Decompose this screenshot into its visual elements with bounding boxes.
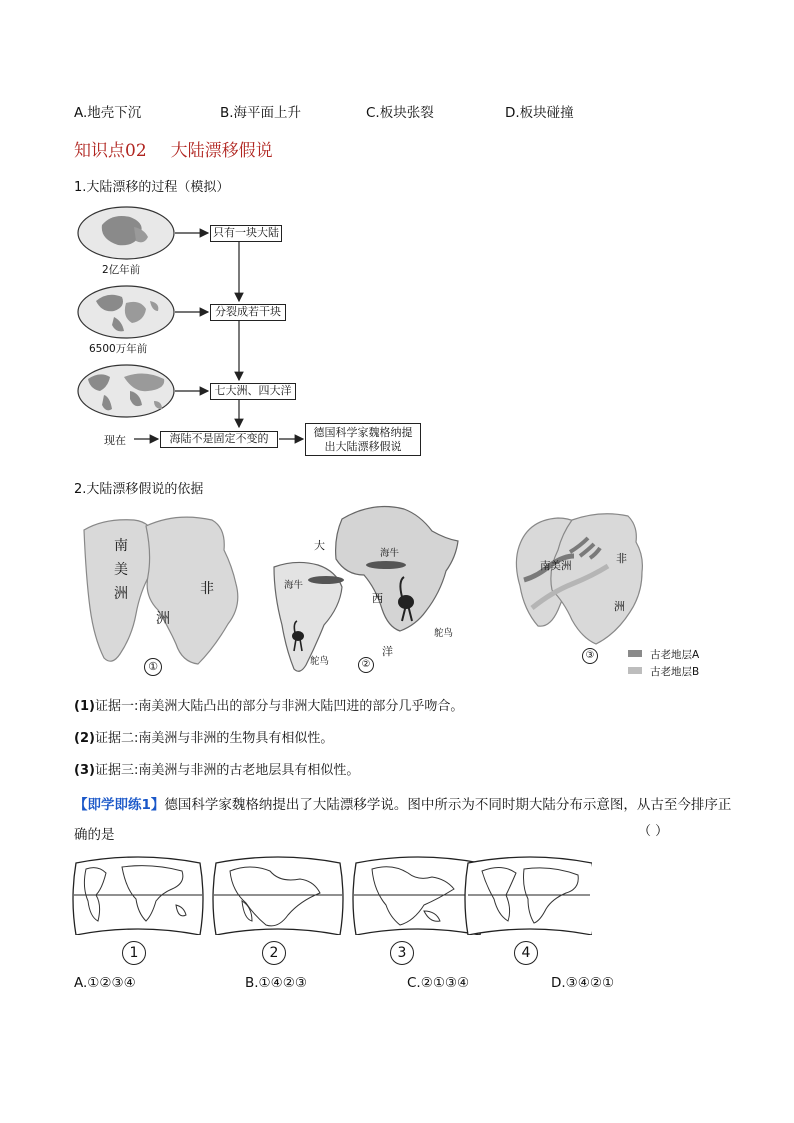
section-name: 大陆漂移假说	[170, 141, 273, 161]
caption-200ma: 2亿年前	[102, 264, 141, 276]
map1-south-america-label	[114, 534, 128, 606]
wegener-line1: 德国科学家魏格纳提	[313, 426, 413, 439]
evidence-3-prefix: (3)	[74, 763, 95, 778]
map-number-3: 3	[390, 941, 414, 965]
practice-tag: 【即学即练1】	[74, 797, 165, 813]
caption-65ma: 6500万年前	[89, 343, 148, 355]
answer-a[interactable]: A.①②③④	[74, 975, 136, 991]
map3-number: ③	[582, 648, 598, 664]
map2-seacow-africa: 海牛	[380, 548, 400, 559]
option-c[interactable]: C.板块张裂	[366, 105, 434, 121]
answer-b[interactable]: B.①④②③	[245, 975, 307, 991]
legend-b-label: 古老地层B	[650, 666, 700, 678]
practice-maps-svg	[72, 855, 592, 935]
evidence-2-text: 证据二:南美洲与非洲的生物具有相似性。	[94, 731, 334, 746]
map1-svg	[74, 512, 244, 682]
evidence-3	[74, 759, 359, 778]
evidence-2	[74, 727, 333, 746]
drift-process-svg	[74, 205, 434, 460]
map-coastline-fit	[74, 512, 244, 682]
practice-question	[74, 790, 734, 850]
map-geological-similarity	[510, 510, 720, 680]
section-number: 知识点02	[74, 141, 147, 161]
option-b[interactable]: B.海平面上升	[220, 105, 302, 121]
world-map-2	[213, 857, 343, 935]
map2-ostrich-africa: 鸵鸟	[434, 628, 454, 639]
map3-south-america-label: 南美洲	[540, 560, 572, 572]
option-d[interactable]: D.板块碰撞	[505, 105, 574, 121]
map1-number: ①	[144, 658, 162, 676]
world-map-4	[465, 857, 592, 935]
legend-b-swatch	[628, 667, 642, 674]
map1-sa-char1: 南	[114, 538, 128, 554]
box-sea-land-change: 海陆不是固定不变的	[160, 431, 278, 448]
wegener-line2: 出大陆漂移假说	[324, 440, 402, 453]
map1-africa-char1: 非	[200, 581, 214, 597]
world-map-1	[73, 857, 203, 935]
practice-text: 德国科学家魏格纳提出了大陆漂移学说。图中所示为不同时期大陆分布示意图，从古至今排序正确的是	[74, 797, 732, 843]
answer-blank[interactable]: （ ）	[638, 824, 669, 839]
map2-seacow-sa: 海牛	[284, 580, 304, 591]
map2-svg	[262, 505, 462, 680]
legend-a-swatch	[628, 650, 642, 657]
evidence-1-prefix: (1)	[74, 699, 95, 714]
map3-svg	[510, 510, 720, 650]
section-title	[74, 136, 273, 161]
part2-heading: 2.大陆漂移假说的依据	[74, 482, 204, 497]
map1-africa-char2: 洲	[156, 611, 170, 627]
map3-africa-char1: 非	[616, 552, 627, 565]
map1-sa-char2: 美	[114, 562, 128, 578]
part1-heading: 1.大陆漂移的过程（模拟）	[74, 180, 230, 195]
world-map-3	[353, 857, 483, 935]
map2-da-label: 大	[314, 539, 325, 552]
box-seven-continents: 七大洲、四大洋	[210, 383, 296, 400]
answer-c[interactable]: C.②①③④	[407, 975, 470, 991]
map-biological-similarity	[262, 505, 462, 680]
legend-a-label: 古老地层A	[650, 649, 700, 661]
evidence-1	[74, 695, 463, 714]
evidence-2-prefix: (2)	[74, 731, 95, 746]
box-split: 分裂成若干块	[210, 304, 286, 321]
globe-65ma	[78, 286, 174, 338]
answer-d[interactable]: D.③④②①	[551, 975, 615, 991]
map2-yang-label: 洋	[382, 645, 393, 658]
now-label: 现在	[104, 434, 126, 447]
evidence-1-text: 证据一:南美洲大陆凸出的部分与非洲大陆凹进的部分几乎吻合。	[94, 699, 464, 714]
map-number-2: 2	[262, 941, 286, 965]
box-one-continent: 只有一块大陆	[210, 225, 282, 242]
evidence-3-text: 证据三:南美洲与非洲的古老地层具有相似性。	[94, 763, 360, 778]
drift-process-diagram	[74, 205, 434, 460]
globe-200ma	[78, 207, 174, 259]
option-a[interactable]: A.地壳下沉	[74, 105, 142, 121]
box-wegener	[305, 423, 421, 456]
map2-ostrich-sa: 鸵鸟	[310, 656, 330, 667]
map3-africa-char2: 洲	[614, 600, 625, 613]
map-number-4: 4	[514, 941, 538, 965]
map2-xi-label: 西	[372, 592, 383, 605]
practice-maps	[72, 855, 592, 965]
map2-number: ②	[358, 657, 374, 673]
globe-now	[78, 365, 174, 417]
map1-sa-char3: 洲	[114, 586, 128, 602]
map-number-1: 1	[122, 941, 146, 965]
